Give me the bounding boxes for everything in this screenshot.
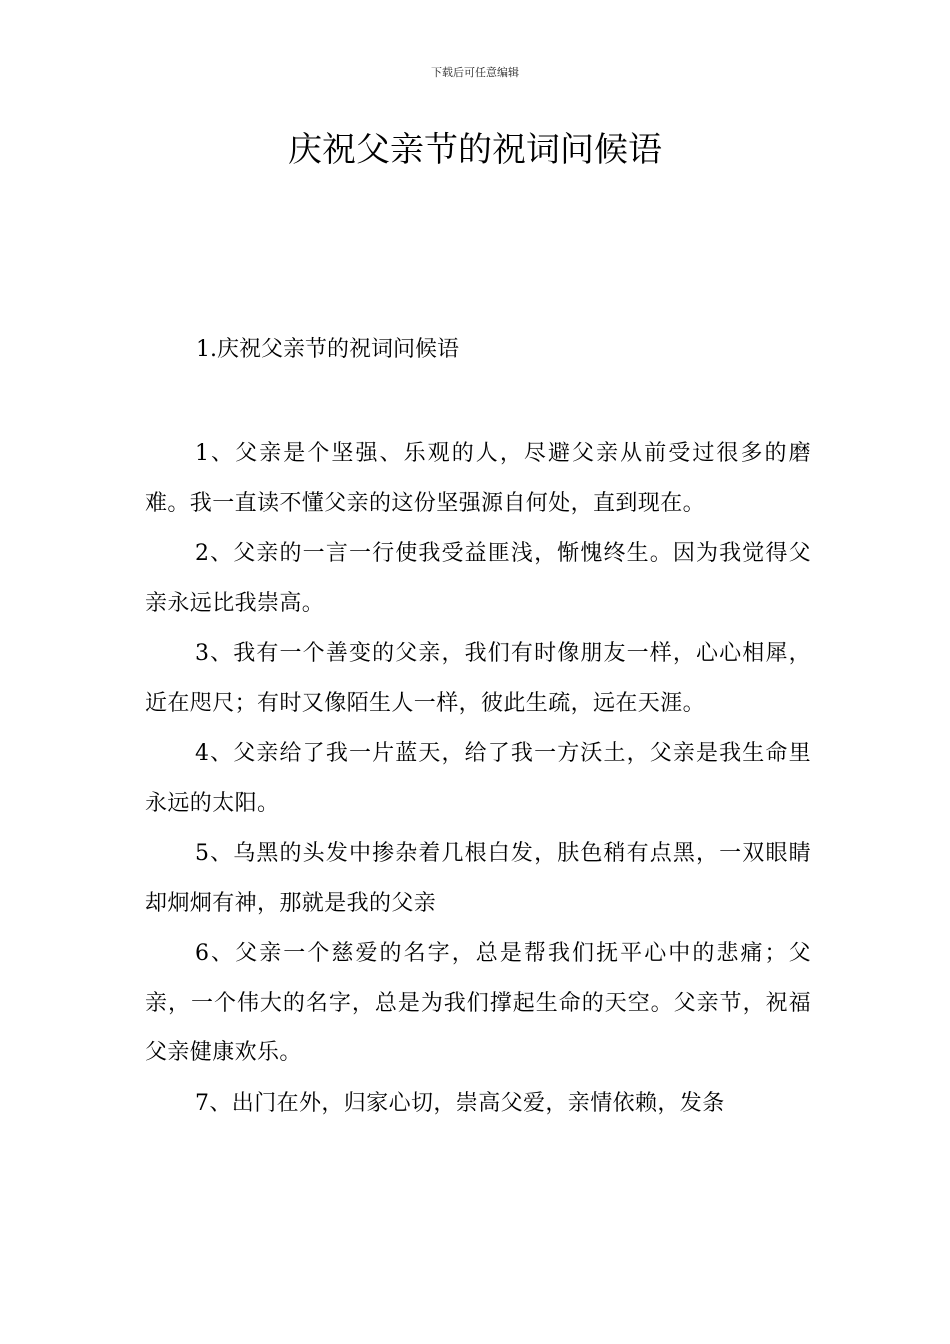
paragraph-3: 3、我有一个善变的父亲，我们有时像朋友一样，心心相犀，近在咫尺；有时又像陌生人一样，彼此生疏，远在天涯。: [145, 641, 811, 716]
document-body: [145, 429, 811, 1129]
paragraph-4: 4、父亲给了我一片蓝天，给了我一方沃土，父亲是我生命里永远的太阳。: [145, 741, 811, 816]
paragraph-7: 7、出门在外，归家心切，崇高父爱，亲情依赖，发条: [195, 1090, 725, 1116]
paragraph-6: 6、父亲一个慈爱的名字，总是帮我们抚平心中的悲痛；父亲，一个伟大的名字，总是为我们撑起生命的天空。父亲节，祝福父亲健康欢乐。: [145, 941, 811, 1065]
document-title: 庆祝父亲节的祝词问候语: [288, 130, 662, 170]
paragraph-2: 2、父亲的一言一行使我受益匪浅，惭愧终生。因为我觉得父亲永远比我崇高。: [145, 541, 811, 616]
paragraph-1: 1、父亲是个坚强、乐观的人，尽避父亲从前受过很多的磨难。我一直读不懂父亲的这份坚强源自何处，直到现在。: [145, 441, 811, 516]
header-note: 下载后可任意编辑: [431, 66, 519, 79]
section-heading: 1.庆祝父亲节的祝词问候语: [196, 337, 459, 362]
paragraph-5: 5、乌黑的头发中掺杂着几根白发，肤色稍有点黑，一双眼睛却炯炯有神，那就是我的父亲: [145, 841, 811, 916]
